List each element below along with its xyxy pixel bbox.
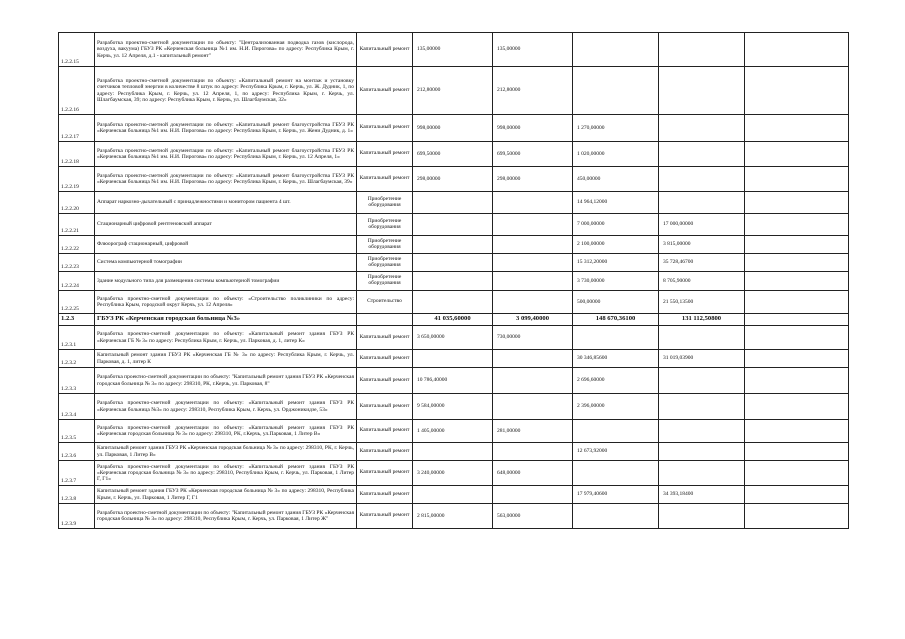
row-number: 1.2.2.21: [59, 214, 95, 236]
row-description: Разработка проектно-сметной документации по объекту: "Централизованная подводка газов (кислорода, воздуха, вакуума) ГБУЗ РК «Керченская больница №1 им. Н.И. Пирогова» по адресу: Республика Крым, г. Керчь, ул. 12 Апреля, д.1 - капитальный ремонт": [95, 33, 357, 67]
value-col-3: 1 020,00000: [573, 142, 659, 167]
row-number: 1.2.3.2: [59, 350, 95, 368]
value-col-4: 8 705,90000: [659, 272, 745, 291]
value-col-5: [745, 254, 849, 272]
value-col-1: [413, 254, 493, 272]
value-col-4: [659, 115, 745, 142]
row-number: 1.2.3.1: [59, 326, 95, 350]
value-col-3: [573, 33, 659, 67]
work-type: Капитальный ремонт: [357, 420, 413, 443]
row-number: 1.2.2.24: [59, 272, 95, 291]
value-col-1: [413, 192, 493, 214]
table-row: [59, 192, 849, 214]
table-section-row: [59, 314, 849, 326]
value-col-5: [745, 326, 849, 350]
row-description: Разработка проектно-сметной документации по объекту: «Капитальный ремонт благоустройства ГБУЗ РК «Керченская больница №1 им. Н.И. Пирогова» по адресу: Республика Крым, г. Керчь, ул. Шлагбаумская, 39»: [95, 167, 357, 192]
value-col-5: [745, 461, 849, 486]
value-col-2: [493, 291, 573, 314]
value-col-1: 3 650,00000: [413, 326, 493, 350]
work-type: Капитальный ремонт: [357, 326, 413, 350]
row-description: Разработка проектно-сметной документации по объекту: «Капитальный ремонт здания ГБУЗ РК «Керченская городская больница № 3» по адресу: 298310, Республика Крым, г. Керчь, ул. Парковая, 1 Литер Г, Г1»: [95, 461, 357, 486]
row-description: Капитальный ремонт здания ГБУЗ РК «Керченская городская больница № 3» по адресу: 298310, РК, г. Керчь, ул. Парковая, 1 Литер В»: [95, 443, 357, 461]
value-col-1: 41 035,60000: [413, 314, 493, 326]
row-number: 1.2.3.6: [59, 443, 95, 461]
value-col-4: [659, 443, 745, 461]
value-col-3: [573, 326, 659, 350]
row-number: 1.2.2.18: [59, 142, 95, 167]
row-number: 1.2.3.3: [59, 368, 95, 394]
value-col-3: [573, 67, 659, 115]
value-col-4: [659, 67, 745, 115]
row-description: Стационарный цифровой рентгеновский аппарат: [95, 214, 357, 236]
table-row: [59, 142, 849, 167]
value-col-4: [659, 461, 745, 486]
value-col-2: 699,50000: [493, 142, 573, 167]
value-col-4: 34 393,18400: [659, 486, 745, 504]
value-col-4: [659, 142, 745, 167]
value-col-1: 9 584,00000: [413, 394, 493, 420]
value-col-3: [573, 504, 659, 529]
table-row: [59, 291, 849, 314]
row-number: 1.2.2.23: [59, 254, 95, 272]
value-col-3: 14 964,12000: [573, 192, 659, 214]
value-col-2: [493, 254, 573, 272]
value-col-2: [493, 192, 573, 214]
table-row: [59, 350, 849, 368]
table-row: [59, 67, 849, 115]
value-col-3: 30 346,85600: [573, 350, 659, 368]
row-number: 1.2.2.25: [59, 291, 95, 314]
row-description: Разработка проектно-сметной документации по объекту: «Капитальный ремонт здания ГБУЗ РК «Керченская больница №3» по адресу: 298310, Республика Крым, г. Керчь, ул. Орджоникидзе, 53»: [95, 394, 357, 420]
value-col-5: [745, 314, 849, 326]
value-col-2: 3 099,40000: [493, 314, 573, 326]
table-row: [59, 486, 849, 504]
row-description: Капитальный ремонт здания ГБУЗ РК «Керченская ГБ № 3» по адресу: Республика Крым, г. Керчь, ул. Парковая, д. 1, литер К: [95, 350, 357, 368]
value-col-2: [493, 236, 573, 254]
table-row: [59, 33, 849, 67]
table-row: [59, 420, 849, 443]
work-type: Приобретение оборудования: [357, 214, 413, 236]
value-col-3: 12 673,92000: [573, 443, 659, 461]
work-type: Капитальный ремонт: [357, 67, 413, 115]
value-col-3: 148 670,36100: [573, 314, 659, 326]
row-description: Разработка проектно-сметной документации по объекту: «Строительство поликлиники по адресу: Республика Крым, городской округ Керчь, ул. 12 Апреля»: [95, 291, 357, 314]
value-col-4: 21 550,13500: [659, 291, 745, 314]
value-col-5: [745, 33, 849, 67]
value-col-2: [493, 486, 573, 504]
value-col-5: [745, 192, 849, 214]
work-type: Капитальный ремонт: [357, 461, 413, 486]
value-col-3: 2 396,00000: [573, 394, 659, 420]
value-col-5: [745, 394, 849, 420]
row-description: Флюорограф стационарный, цифровой: [95, 236, 357, 254]
value-col-1: 10 786,40000: [413, 368, 493, 394]
table-row: [59, 167, 849, 192]
row-description: Система компьютерной томографии: [95, 254, 357, 272]
value-col-5: [745, 272, 849, 291]
value-col-5: [745, 142, 849, 167]
value-col-2: 648,00000: [493, 461, 573, 486]
work-type: Приобретение оборудования: [357, 272, 413, 291]
value-col-1: [413, 443, 493, 461]
value-col-5: [745, 368, 849, 394]
value-col-4: 31 019,03900: [659, 350, 745, 368]
work-type: Приобретение оборудования: [357, 254, 413, 272]
value-col-2: [493, 443, 573, 461]
row-number: 1.2.2.16: [59, 67, 95, 115]
row-number: 1.2.3.9: [59, 504, 95, 529]
value-col-3: 7 000,00000: [573, 214, 659, 236]
table-body: [59, 33, 849, 529]
value-col-2: 563,00000: [493, 504, 573, 529]
value-col-2: [493, 394, 573, 420]
value-col-3: 15 312,20000: [573, 254, 659, 272]
row-number: 1.2.3.7: [59, 461, 95, 486]
value-col-3: 17 979,40600: [573, 486, 659, 504]
row-description: Разработка проектно-сметной документации по объекту: «Капитальный ремонт благоустройства ГБУЗ РК «Керченская больница №1 им. Н.И. Пирогова» по адресу: Республика Крым, г. Керчь, ул. 12 Апреля, 1»: [95, 142, 357, 167]
value-col-2: [493, 214, 573, 236]
work-type: Капитальный ремонт: [357, 394, 413, 420]
value-col-3: 3 730,00000: [573, 272, 659, 291]
table-row: [59, 214, 849, 236]
value-col-4: [659, 192, 745, 214]
row-number: 1.2.2.20: [59, 192, 95, 214]
table-row: [59, 461, 849, 486]
value-col-1: [413, 486, 493, 504]
table-row: [59, 272, 849, 291]
budget-table: [58, 32, 849, 529]
work-type: Капитальный ремонт: [357, 504, 413, 529]
row-description: Аппарат наркозно-дыхательный с принадлежностями и монитором пациента 4 шт.: [95, 192, 357, 214]
value-col-5: [745, 214, 849, 236]
table-row: [59, 254, 849, 272]
row-description: Здание модульного типа для размещения системы компьютерной томографии: [95, 272, 357, 291]
value-col-5: [745, 291, 849, 314]
work-type: Капитальный ремонт: [357, 443, 413, 461]
row-number: 1.2.3: [59, 314, 95, 326]
value-col-1: 212,80000: [413, 67, 493, 115]
work-type: Капитальный ремонт: [357, 350, 413, 368]
value-col-5: [745, 350, 849, 368]
value-col-2: 298,00000: [493, 167, 573, 192]
value-col-4: [659, 504, 745, 529]
value-col-1: [413, 236, 493, 254]
value-col-4: [659, 167, 745, 192]
table-row: [59, 368, 849, 394]
value-col-3: 1 270,00000: [573, 115, 659, 142]
value-col-2: 212,80000: [493, 67, 573, 115]
value-col-5: [745, 236, 849, 254]
row-number: 1.2.3.8: [59, 486, 95, 504]
table-row: [59, 236, 849, 254]
row-description: Разработка проектно-сметной документации по объекту: «Капитальный ремонт здания ГБУЗ РК «Керченская городская больница № 3» по адресу: 298310, РК, г.Керчь, ул.Парковая, 1 Литер В»: [95, 420, 357, 443]
value-col-4: 35 728,46700: [659, 254, 745, 272]
work-type: [357, 314, 413, 326]
value-col-1: [413, 350, 493, 368]
value-col-5: [745, 167, 849, 192]
table-row: [59, 115, 849, 142]
work-type: Капитальный ремонт: [357, 167, 413, 192]
value-col-1: 699,50000: [413, 142, 493, 167]
row-description: Разработка проектно-сметной документации по объекту: "Капитальный ремонт здания ГБУЗ РК «Керченская городская больница № 3» по адресу: 298310, Республика Крым, г. Керчь, ул. Парковая, 1 Литер Ж": [95, 504, 357, 529]
value-col-5: [745, 420, 849, 443]
table-row: [59, 394, 849, 420]
work-type: Приобретение оборудования: [357, 236, 413, 254]
value-col-3: 500,00000: [573, 291, 659, 314]
value-col-5: [745, 443, 849, 461]
value-col-2: [493, 350, 573, 368]
value-col-1: 135,00000: [413, 33, 493, 67]
table-row: [59, 504, 849, 529]
value-col-2: [493, 368, 573, 394]
value-col-2: 135,00000: [493, 33, 573, 67]
row-number: 1.2.3.4: [59, 394, 95, 420]
value-col-2: [493, 272, 573, 291]
work-type: Капитальный ремонт: [357, 33, 413, 67]
value-col-3: [573, 461, 659, 486]
value-col-4: [659, 420, 745, 443]
value-col-1: [413, 214, 493, 236]
value-col-2: 281,00000: [493, 420, 573, 443]
table-row: [59, 443, 849, 461]
value-col-3: 2 100,00000: [573, 236, 659, 254]
work-type: Капитальный ремонт: [357, 368, 413, 394]
work-type: Капитальный ремонт: [357, 115, 413, 142]
row-description: ГБУЗ РК «Керченская городская больница №3»: [95, 314, 357, 326]
value-col-2: 998,00000: [493, 115, 573, 142]
row-number: 1.2.2.19: [59, 167, 95, 192]
value-col-4: [659, 33, 745, 67]
value-col-5: [745, 115, 849, 142]
value-col-1: 298,00000: [413, 167, 493, 192]
row-description: Разработка проектно-сметной документации по объекту: "Капитальный ремонт здания ГБУЗ РК «Керченская городская больница № 3» по адресу: 298310, РК, г.Керчь, ул. Парковая, 8": [95, 368, 357, 394]
value-col-4: 131 112,50800: [659, 314, 745, 326]
value-col-3: [573, 420, 659, 443]
value-col-1: 2 815,00000: [413, 504, 493, 529]
row-number: 1.2.3.5: [59, 420, 95, 443]
value-col-3: 450,00000: [573, 167, 659, 192]
value-col-1: [413, 291, 493, 314]
work-type: Приобретение оборудования: [357, 192, 413, 214]
work-type: Капитальный ремонт: [357, 142, 413, 167]
value-col-1: 1 405,00000: [413, 420, 493, 443]
table-row: [59, 326, 849, 350]
value-col-4: 3 815,00000: [659, 236, 745, 254]
value-col-1: 998,00000: [413, 115, 493, 142]
value-col-4: 17 000,00000: [659, 214, 745, 236]
value-col-5: [745, 486, 849, 504]
work-type: Строительство: [357, 291, 413, 314]
value-col-4: [659, 368, 745, 394]
value-col-3: 2 696,60000: [573, 368, 659, 394]
value-col-4: [659, 326, 745, 350]
value-col-1: 3 240,00000: [413, 461, 493, 486]
value-col-2: 730,00000: [493, 326, 573, 350]
row-description: Разработка проектно-сметной документации по объекту: «Капитальный ремонт на монтаж и установку счетчиков тепловой энергии в количестве 8 штук по адресу: Республика Крым, г. Керчь, ул. Ж. Дудник, 1, по адресу: Республика Крым, г. Керчь, ул. 12 Апреля, 1, по адресу: Республика Крым, г. Керчь, ул. Шлагбаумская, 39; по адресу: Республика Крым, г. Керчь, ул. Шлагбаумская, 32»: [95, 67, 357, 115]
row-description: Разработка проектно-сметной документации по объекту: «Капитальный ремонт здания ГБУЗ РК «Керченская ГБ № 3» по адресу: Республика Крым, г. Керчь, ул. Парковая, д. 1, литер К»: [95, 326, 357, 350]
value-col-5: [745, 504, 849, 529]
work-type: Капитальный ремонт: [357, 486, 413, 504]
row-description: Разработка проектно-сметной документации по объекту: «Капитальный ремонт благоустройства ГБУЗ РК «Керченская больница №1 им. Н.И. Пирогова» по адресу: Республика Крым, г. Керчь, ул. Жени Дудник, д. 1»: [95, 115, 357, 142]
value-col-1: [413, 272, 493, 291]
row-number: 1.2.2.17: [59, 115, 95, 142]
row-description: Капитальный ремонт здания ГБУЗ РК «Керченская городская больница № 3» по адресу: 298310, Республика Крым, г. Керчь, ул. Парковая, 1 Литер Г, Г1: [95, 486, 357, 504]
row-number: 1.2.2.22: [59, 236, 95, 254]
value-col-5: [745, 67, 849, 115]
value-col-4: [659, 394, 745, 420]
row-number: 1.2.2.15: [59, 33, 95, 67]
